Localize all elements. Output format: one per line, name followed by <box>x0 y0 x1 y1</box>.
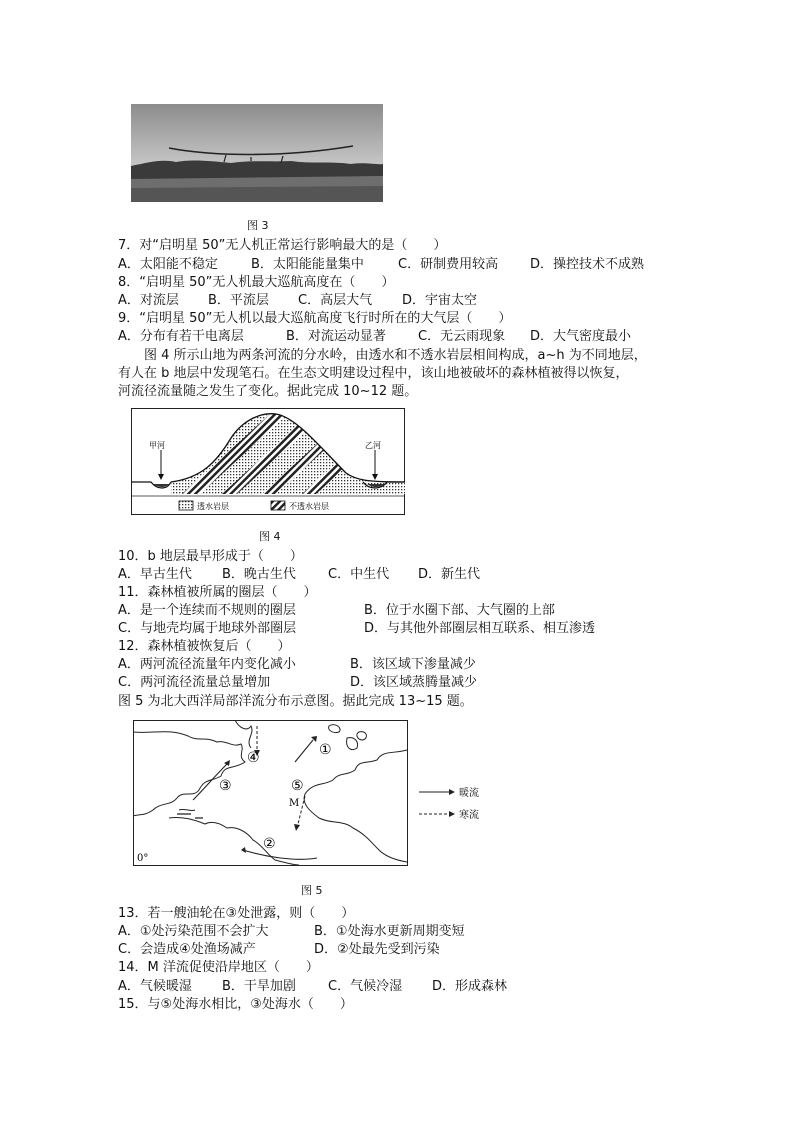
option: B．对流运动显著 <box>286 329 386 344</box>
option: D．与其他外部圈层相互联系、相互渗透 <box>364 621 596 636</box>
option: A．气候暖湿 <box>118 979 192 994</box>
option: D．形成森林 <box>432 979 508 994</box>
option: B．晚古生代 <box>222 567 296 582</box>
marker-3: ③ <box>219 778 232 794</box>
marker-5: ⑤ <box>291 778 304 794</box>
option: D．新生代 <box>418 567 481 582</box>
marker-1: ① <box>319 742 332 758</box>
legend-impermeable: 不透水岩层 <box>289 502 329 511</box>
figure-5-ocean-currents-map <box>133 720 485 866</box>
figure-4-caption: 图 4 <box>259 530 281 543</box>
option: D．该区域蒸腾量减少 <box>350 675 478 690</box>
question-8: 8．“启明星 50”无人机最大巡航高度在（ ） <box>118 275 395 290</box>
option: B．干旱加剧 <box>222 979 296 994</box>
option: C．中生代 <box>328 567 390 582</box>
option: D．宇宙太空 <box>402 293 478 308</box>
option: C．会造成④处渔场减产 <box>118 942 256 957</box>
question-12: 12．森林植被恢复后（ ） <box>118 639 291 654</box>
option: C．无云雨现象 <box>418 329 506 344</box>
legend-cold-current: 寒流 <box>459 810 479 821</box>
paragraph-fig4-line2: 有人在 b 地层中发现笔石。在生态文明建设过程中，该山地被破坏的森林植被得以恢复， <box>118 366 629 381</box>
question-9: 9．“启明星 50”无人机以最大巡航高度飞行时所在的大气层（ ） <box>118 311 512 326</box>
option: C．两河流径流量总量增加 <box>118 675 271 690</box>
figure-3-uav-photo <box>131 104 383 202</box>
option: D．②处最先受到污染 <box>314 942 440 957</box>
option: B．太阳能能量集中 <box>251 257 364 272</box>
option: A．分布有若干电离层 <box>118 329 244 344</box>
label-jia-river: 甲河 <box>149 441 165 450</box>
question-13: 13．若一艘油轮在③处泄露，则（ ） <box>118 906 355 921</box>
question-10: 10．b 地层最早形成于（ ） <box>118 549 303 564</box>
question-14: 14．M 洋流促使沿岸地区（ ） <box>118 960 319 975</box>
question-7: 7．对“启明星 50”无人机正常运行影响最大的是（ ） <box>118 238 447 253</box>
marker-4: ④ <box>247 750 260 766</box>
label-equator: 0° <box>137 853 149 864</box>
option: D．操控技术不成熟 <box>530 257 645 272</box>
option: A．早古生代 <box>118 567 192 582</box>
label-yi-river: 乙河 <box>365 441 381 450</box>
legend-warm-current: 暖流 <box>459 788 479 799</box>
option: A．两河流径流量年内变化减小 <box>118 657 296 672</box>
option: B．该区域下渗量减少 <box>350 657 476 672</box>
paragraph-fig4-line1: 图 4 所示山地为两条河流的分水岭，由透水和不透水岩层相间构成，a~h 为不同地层， <box>118 348 647 363</box>
option: C．研制费用较高 <box>398 257 499 272</box>
question-15: 15．与⑤处海水相比，③处海水（ ） <box>118 997 353 1012</box>
figure-5-caption: 图 5 <box>301 884 323 897</box>
option: B．位于水圈下部、大气圈的上部 <box>364 603 555 618</box>
option: A．太阳能不稳定 <box>118 257 218 272</box>
question-11: 11．森林植被所属的圈层（ ） <box>118 585 317 600</box>
figure-4-cross-section <box>131 408 405 515</box>
marker-2: ② <box>263 836 276 852</box>
option: D．大气密度最小 <box>530 329 632 344</box>
paragraph-fig5: 图 5 为北大西洋局部洋流分布示意图。据此完成 13~15 题。 <box>118 694 473 709</box>
option: C．气候冷湿 <box>328 979 403 994</box>
option: B．①处海水更新周期变短 <box>314 924 465 939</box>
option: C．高层大气 <box>298 293 373 308</box>
legend-permeable: 透水岩层 <box>197 502 229 511</box>
paragraph-fig4-line3: 河流径流量随之发生了变化。据此完成 10~12 题。 <box>118 384 418 399</box>
option: C．与地壳均属于地球外部圈层 <box>118 621 297 636</box>
option: A．是一个连续而不规则的圈层 <box>118 603 296 618</box>
option: B．平流层 <box>208 293 269 308</box>
figure-3-caption: 图 3 <box>247 219 269 232</box>
option: A．对流层 <box>118 293 179 308</box>
marker-M: M <box>289 798 300 809</box>
option: A．①处污染范围不会扩大 <box>118 924 269 939</box>
